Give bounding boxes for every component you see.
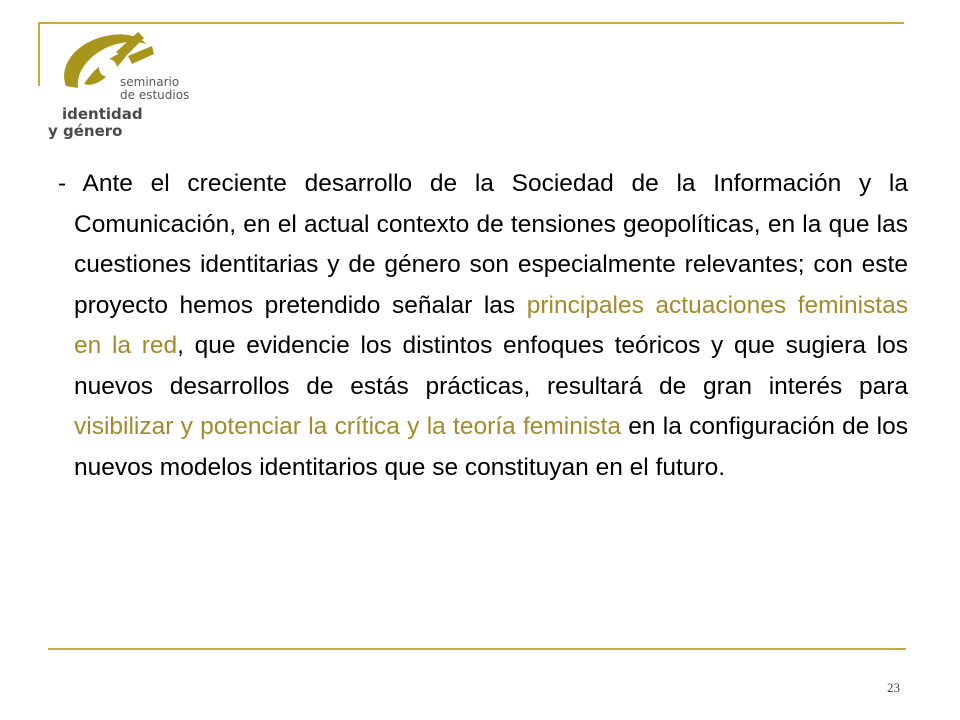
bottom-divider	[48, 648, 906, 650]
top-divider	[38, 22, 904, 24]
highlighted-phrase: principales actuaciones feministas en la red	[74, 291, 908, 359]
logo-text-y-genero: y género	[48, 122, 123, 140]
logo-text-identidad: identidad	[62, 105, 143, 123]
page-number: 23	[887, 680, 900, 695]
bullet-marker: -	[58, 170, 67, 197]
bullet-item	[58, 164, 908, 488]
logo	[44, 28, 234, 152]
text-segment: en la configuración de los nuevos modelos identitarios que se constituyan en el futuro.	[74, 413, 908, 481]
left-divider	[38, 22, 40, 86]
main-paragraph	[58, 164, 908, 488]
logo-text-seminario: seminario	[120, 75, 180, 89]
text-segment: , que evidencie los distintos enfoques teóricos y que sugiera los nuevos desarrollos de estás prácticas, resultará de gran interés para	[74, 332, 908, 400]
highlighted-phrase: visibilizar y potenciar la crítica y la teoría feminista	[74, 413, 621, 440]
text-segment: Ante el creciente desarrollo de la Sociedad de la Información y la Comunicación, en el actual contexto de tensiones geopolíticas, en la que las cuestiones identitarias y de género son especialmente relevantes; con este proyecto hemos pretendido señalar las	[66, 170, 908, 319]
logo-text-de-estudios: de estudios	[120, 88, 190, 102]
